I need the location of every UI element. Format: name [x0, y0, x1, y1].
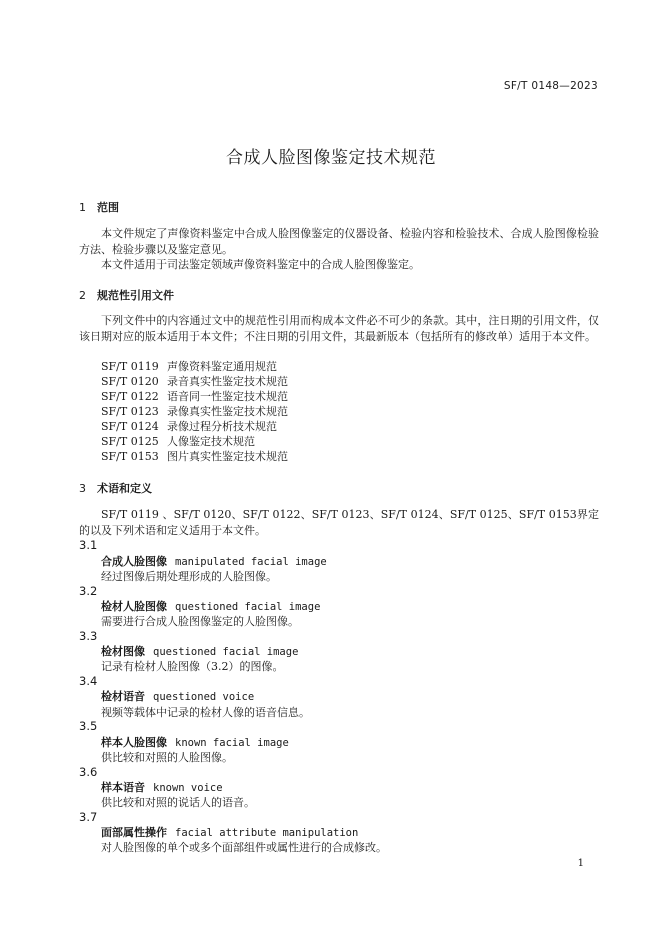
term-name-en: questioned facial image	[175, 601, 321, 613]
term-definition: 记录有检材人脸图像（3.2）的图像。	[101, 660, 284, 673]
term-name-zh: 样本语音	[101, 781, 145, 794]
reference-code: SF/T 0119	[101, 360, 159, 373]
terms-intro-paragraph: SF/T 0119 、SF/T 0120、SF/T 0122、SF/T 0123、SF/T 0124、SF/T 0125、SF/T 0153界定的以及下列术语和定义适用于本文件。	[79, 508, 599, 537]
reference-item	[101, 419, 277, 434]
term-number: 3.7	[79, 810, 98, 824]
section-title: 规范性引用文件	[97, 289, 174, 302]
term-name	[101, 688, 254, 704]
term-definition: 视频等载体中记录的检材人像的语音信息。	[101, 706, 310, 719]
term-definition: 供比较和对照的说话人的语音。	[101, 796, 255, 809]
section-number: 3	[79, 482, 86, 495]
reference-name: 人像鉴定技术规范	[167, 435, 255, 448]
term-name-zh: 合成人脸图像	[101, 555, 167, 568]
reference-item	[101, 449, 288, 464]
term-number: 3.2	[79, 584, 98, 598]
section-title: 术语和定义	[97, 482, 152, 495]
term-number: 3.4	[79, 674, 98, 688]
term-number: 3.1	[79, 538, 98, 552]
term-number: 3.5	[79, 719, 98, 733]
reference-code: SF/T 0153	[101, 450, 159, 463]
reference-code: SF/T 0124	[101, 420, 159, 433]
term-name-en: facial attribute manipulation	[175, 827, 359, 839]
page-number: 1	[577, 858, 584, 869]
reference-item	[101, 434, 255, 449]
reference-code: SF/T 0122	[101, 390, 159, 403]
term-definition: 需要进行合成人脸图像鉴定的人脸图像。	[101, 615, 299, 628]
reference-name: 录像过程分析技术规范	[167, 420, 277, 433]
term-name-en: questioned facial image	[153, 646, 299, 658]
term-number: 3.3	[79, 629, 98, 643]
term-definition: 对人脸图像的单个或多个面部组件或属性进行的合成修改。	[101, 841, 387, 854]
term-name-zh: 检材图像	[101, 645, 145, 658]
reference-item	[101, 374, 288, 389]
reference-item	[101, 389, 288, 404]
section-number: 2	[79, 289, 86, 302]
reference-code: SF/T 0123	[101, 405, 159, 418]
section-1-heading	[79, 199, 119, 215]
term-number: 3.6	[79, 765, 98, 779]
term-name-en: questioned voice	[153, 691, 255, 703]
reference-code: SF/T 0120	[101, 375, 159, 388]
document-title: 合成人脸图像鉴定技术规范	[226, 148, 436, 168]
term-name-zh: 检材人脸图像	[101, 600, 167, 613]
reference-name: 录像真实性鉴定技术规范	[167, 405, 288, 418]
section-number: 1	[79, 201, 86, 214]
reference-code: SF/T 0125	[101, 435, 159, 448]
term-name-zh: 检材语音	[101, 690, 145, 703]
section-title: 范围	[97, 201, 119, 214]
term-name	[101, 553, 327, 569]
normative-intro-paragraph: 下列文件中的内容通过文中的规范性引用而构成本文件必不可少的条款。其中，注日期的引用文件，仅该日期对应的版本适用于本文件；不注日期的引用文件，其最新版本（包括所有的修改单）适用于本文件。	[79, 314, 599, 343]
reference-name: 语音同一性鉴定技术规范	[167, 390, 288, 403]
reference-item	[101, 359, 277, 374]
reference-name: 录音真实性鉴定技术规范	[167, 375, 288, 388]
term-name-zh: 面部属性操作	[101, 826, 167, 839]
term-name	[101, 824, 358, 840]
reference-item	[101, 404, 288, 419]
term-name	[101, 779, 223, 795]
reference-name: 图片真实性鉴定技术规范	[167, 450, 288, 463]
term-name	[101, 643, 298, 659]
document-code: SF/T 0148—2023	[503, 80, 598, 92]
scope-paragraph-1: 本文件规定了声像资料鉴定中合成人脸图像鉴定的仪器设备、检验内容和检验技术、合成人脸图像检验方法、检验步骤以及鉴定意见。	[79, 227, 599, 256]
term-name-en: known voice	[153, 782, 223, 794]
scope-paragraph-2: 本文件适用于司法鉴定领域声像资料鉴定中的合成人脸图像鉴定。	[101, 258, 420, 271]
term-name	[101, 734, 289, 750]
term-name-en: manipulated facial image	[175, 556, 327, 568]
term-name-en: known facial image	[175, 737, 289, 749]
section-2-heading	[79, 287, 174, 303]
section-3-heading	[79, 480, 152, 496]
term-name	[101, 598, 320, 614]
term-name-zh: 样本人脸图像	[101, 736, 167, 749]
term-definition: 供比较和对照的人脸图像。	[101, 751, 233, 764]
reference-name: 声像资料鉴定通用规范	[167, 360, 277, 373]
term-definition: 经过图像后期处理形成的人脸图像。	[101, 570, 277, 583]
